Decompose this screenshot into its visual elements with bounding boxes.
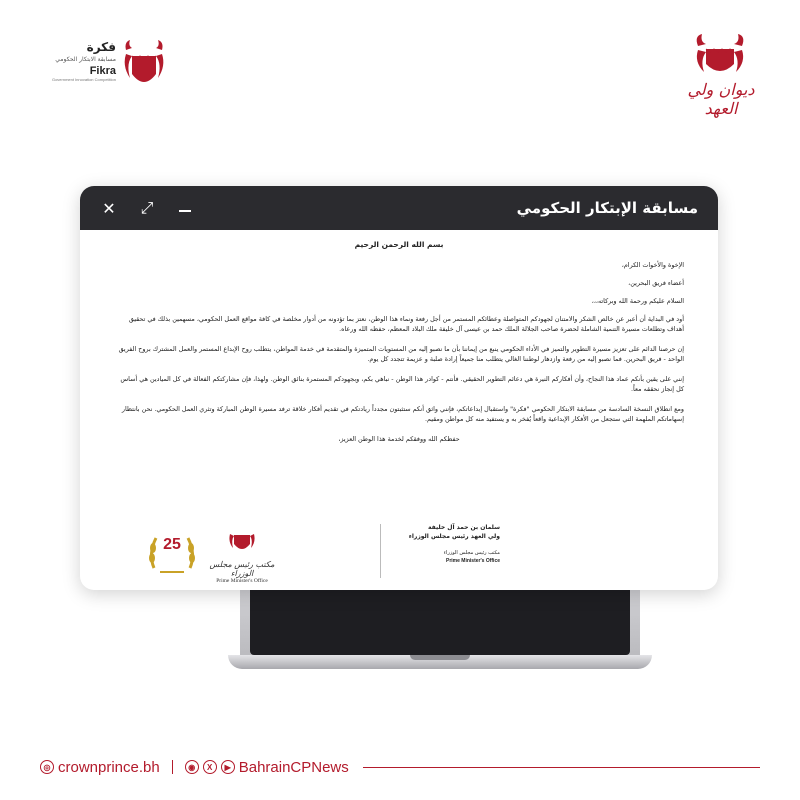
letter-salutation-2: أعضاء فريق البحرين، bbox=[628, 279, 684, 287]
signature-block bbox=[380, 524, 500, 578]
letter-footer bbox=[80, 524, 718, 590]
youtube-icon[interactable]: ▶ bbox=[221, 760, 235, 774]
letter-greeting: السلام عليكم ورحمة الله وبركاته،،، bbox=[591, 297, 684, 305]
expand-icon[interactable]: ⤢ bbox=[140, 198, 154, 217]
signature-office-en: Prime Minister's Office bbox=[446, 558, 500, 564]
pmo-name-en: Prime Minister's Office bbox=[216, 578, 268, 584]
letter-salutation-1: الإخوة والأخوات الكرام، bbox=[621, 261, 684, 269]
letter-basmala: بسم الله الرحمن الرحيم bbox=[354, 240, 444, 249]
fikra-name-en: Fikra bbox=[89, 65, 116, 77]
bahrain-emblem-icon bbox=[694, 32, 746, 80]
letter-paragraph-3: إنني على يقين بأنكم عماد هذا النجاح، وأن أفكاركم النيرة هي دعائم التطوير الحقيقي. فأنتم - كوادر هذا الوطن - نباهي بكم، وبجهودكم المستمرة بنائق الوطن. ولهذا، فإن مشاركتكم الفعالة في كل الميادين هي أساس كل إنجاز نحققه معاً. bbox=[120, 375, 684, 393]
letter-window bbox=[80, 186, 718, 590]
instagram-icon[interactable]: ◉ bbox=[185, 760, 199, 774]
window-title: مسابقة الإبتكار الحكومي bbox=[516, 199, 698, 217]
letter-closing: حفظكم الله ووفقكم لخدمة هذا الوطن العزيز، bbox=[338, 435, 460, 443]
minimize-icon[interactable] bbox=[176, 199, 194, 217]
globe-icon: ◎ bbox=[40, 760, 54, 774]
crown-prince-court-logo bbox=[676, 32, 766, 118]
window-titlebar bbox=[80, 186, 718, 230]
fikra-logo bbox=[40, 34, 170, 94]
letter-body bbox=[80, 230, 718, 444]
pmo-logo bbox=[208, 526, 276, 586]
letter-paragraph-2: إن حرصنا الدائم على تعزيز مسيرة التطوير والتميز في الأداء الحكومي ينبع من إيماننا بأن ما نصبو إليه من المستويات المتميزة والمتقدمة في خدمة المواطن، يتطلب روح الإبداع المستمر والعمل المشترك بروح الفريق الواحد - فريق البحرين. فما نصبو إليه من رفعة وازدهار لوطننا الغالي يتطلب منا جميعاً إرادة صلبة و عزيمة تتجدد كل يوم. bbox=[118, 345, 684, 363]
social-handle[interactable]: BahrainCPNews bbox=[238, 758, 349, 776]
close-icon[interactable]: ✕ bbox=[102, 198, 116, 218]
court-calligraphy: ديوان ولي العهد bbox=[687, 80, 755, 118]
window-controls bbox=[100, 199, 194, 217]
decorative-line bbox=[363, 767, 760, 768]
fikra-subtitle-ar: مسابقة الابتكار الحكومي bbox=[55, 56, 116, 63]
bottom-bar bbox=[40, 755, 760, 779]
letter-paragraph-1: أود في البداية أن أعبر عن خالص الشكر والامتنان لجهودكم المتواصلة وعطائكم المستمر من أجل رفعة ونماء هذا الوطن، نعتز بما تؤدونه من أدوار مخلصة في كافة مواقع العمل الحكومي، مسهمين بذلك في تحقيق أهداف وتطلعات مسيرة التنمية الشاملة لحضرة صاحب الجلالة الملك حمد بن عيسى آل خليفة ملك البلاد المعظم، حفظه الله ورعاه. bbox=[128, 315, 684, 333]
bahrain-emblem-icon bbox=[122, 36, 166, 92]
bahrain-emblem-icon bbox=[228, 526, 256, 554]
divider bbox=[172, 760, 173, 774]
signature-office-ar: مكتب رئيس مجلس الوزراء bbox=[443, 550, 500, 556]
pmo-name-ar: مكتب رئيس مجلس الوزراء bbox=[209, 560, 275, 578]
x-icon[interactable]: X bbox=[203, 760, 217, 774]
signature-role: ولي العهد رئيس مجلس الوزراء bbox=[408, 533, 500, 540]
laptop-notch bbox=[410, 655, 470, 660]
fikra-tagline: Government Innovation Competition bbox=[51, 77, 116, 82]
website-link[interactable]: crownprince.bh bbox=[58, 758, 160, 776]
letter-paragraph-4: ومع انطلاق النسخة السادسة من مسابقة الابتكار الحكومي "فكرة" واستقبال إبداعاتكم، فإنني واثق أنكم ستثبتون مجدداً ريادتكم في تقديم أفكار خلاقة ترفد مسيرة الوطن المباركة وتثري العمل الحكومي. نحن بانتظار إسهاماتكم الملهمة التي ستجعل من الأفكار الإبداعية واقعاً يُفخر به و يستفيد منه كل مواطن ومقيم. bbox=[121, 405, 684, 423]
fikra-name-ar: فكرة bbox=[86, 40, 116, 54]
anniversary-badge bbox=[144, 528, 200, 584]
signature-name: سلمان بن حمد آل خليفة bbox=[427, 524, 500, 531]
anniversary-number: 25 bbox=[163, 536, 181, 553]
